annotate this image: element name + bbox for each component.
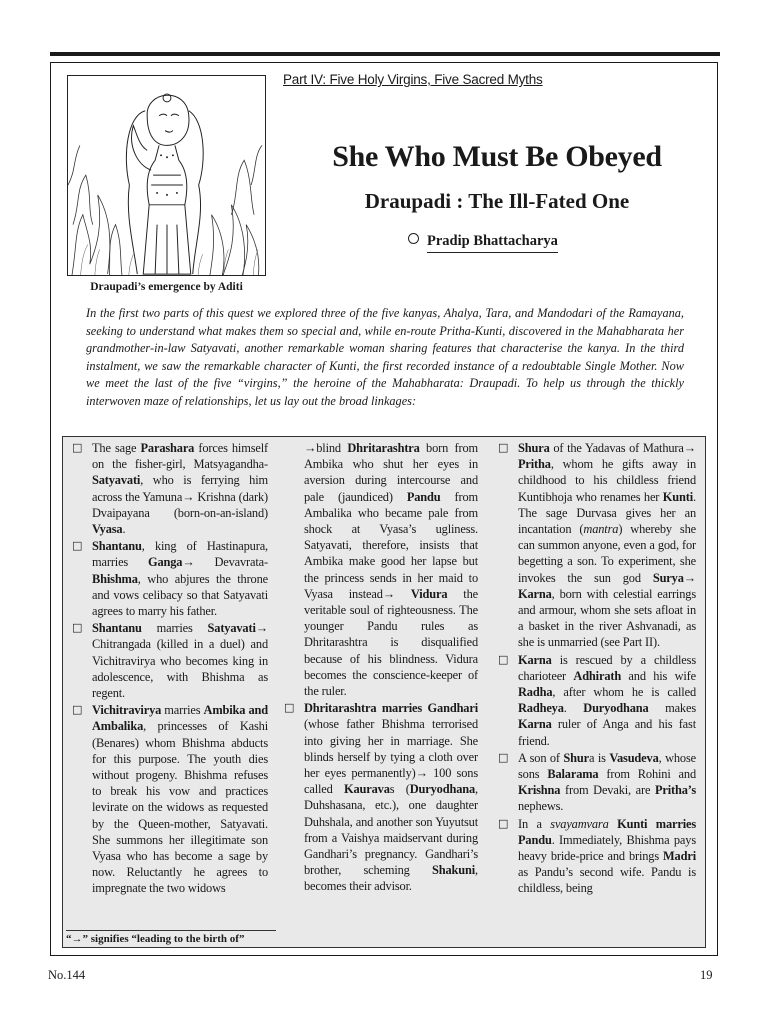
article-subtitle: Draupadi : The Ill-Fated One — [364, 189, 630, 213]
linkage-text: Shantanu marries Satyavati→ Chitrangada (killed in a duel) and Vichitravirya who becomes king in adolescence, with Bhishma as regent. — [92, 621, 268, 701]
linkage-entry — [72, 702, 268, 896]
square-bullet-icon: □ — [498, 652, 509, 666]
linkage-text: A son of Shura is Vasudeva, whose sons Balarama from Rohini and Krishna from Devaki, are Pritha’s nephews. — [518, 750, 696, 814]
series-part-label: Part IV: Five Holy Virgins, Five Sacred Myths — [283, 72, 543, 87]
linkage-entry — [284, 700, 478, 894]
square-bullet-icon: □ — [498, 441, 509, 454]
linkage-text: In a svayamvara Kunti marries Pandu. Immediately, Bhishma pays heavy bride-price and brings Madri as Pandu’s second wife. Pandu is childless, being — [518, 816, 697, 896]
linkage-entry — [72, 620, 268, 701]
linkage-text: Shura of the Yadavas of Mathura→ Pritha, whom he gifts away in childhood to his childless friend Kuntibhoja who renames her Kunti. The sage Durvasa gives her an incantation (mantra) whereby she can summon anyone, even a god, for begetting a son. To experiment, she invokes the sun god Surya→ Karna, born with celestial earrings and armour, whom she sets afloat in a basket in the river Ashvanadi, as she is unmarried (see Part II). — [518, 441, 696, 650]
linkage-entry — [498, 750, 696, 815]
square-bullet-icon: □ — [498, 750, 509, 764]
linkage-text: →blind Dhritarashtra born from Ambika who shut her eyes in aversion during intercourse and pale (jaundiced) Pandu from Ambalika who became pale from shock at Vyasa’s ugliness. Satyavati, therefore, insists that Ambika make good her lapse but the princess sends in her maid to Vyasa instead→ Vidura the veritable soul of righteousness. The younger Pandu rules as Dhritarashtra is disqualified because of his blindness. Vidura becomes the conscience-keeper of the ruler. — [304, 441, 479, 699]
square-bullet-icon: □ — [498, 816, 509, 830]
linkage-text: The sage Parashara forces himself on the fisher-girl, Matsyagandha-Satyavati, who is ferrying him across the Yamuna→ Krishna (dark) Dvaipayana (born-on-an-island) Vyasa. — [92, 441, 268, 537]
circle-bullet-icon — [408, 233, 419, 244]
linkages-column-2 — [284, 440, 478, 896]
square-bullet-icon: □ — [72, 441, 83, 454]
linkage-entry — [72, 440, 268, 537]
linkage-text: Karna is rescued by a childless charioteer Adhirath and his wife Radha, after whom he is called Radheya. Duryodhana makes Karna ruler of Anga and his fast friend. — [518, 652, 696, 748]
author-byline — [408, 233, 558, 250]
page-number: 19 — [700, 968, 713, 982]
article-title: She Who Must Be Obeyed — [332, 140, 662, 173]
square-bullet-icon: □ — [72, 703, 83, 717]
author-name: Pradip Bhattacharya — [427, 233, 558, 253]
linkage-text: Vichitravirya marries Ambika and Ambalika, princesses of Kashi (Benares) whom Bhishma abducts for this purpose. The youth dies without progeny. Bhishma refuses to break his vow and practices levirate on the widows as requested by the Queen-mother, Satyavati. She summons her illegitimate son Vyasa who has become a sage by now. Reluctantly he agrees to impregnate the two widows — [92, 703, 268, 896]
square-bullet-icon: □ — [284, 701, 295, 715]
linkage-text: Shantanu, king of Hastinapura, marries Ganga→ Devavrata-Bhishma, who abjures the throne and vows celibacy so that Satyavati agrees to marry his father. — [92, 539, 268, 619]
linkage-entry — [498, 440, 696, 651]
linkage-entry — [72, 538, 268, 619]
intro-paragraph: In the first two parts of this quest we explored three of the five kanyas, Ahalya, Tara, and Mandodari of the Ramayana, seeking to understand what makes them so special and, while en-route Pritha-Kunti, discovered in the Mahabharata her grandmother-in-law Satyavati, another remarkable woman sharing features that characterise the kanya. In the third instalment, we saw the remarkable character of Kunti, the first recorded instance of a redoubtable Single Mother. Now we meet the last of the five “virgins,” the heroine of the Mahabharata: Draupadi. To help us through the thickly interwoven maze of relationships, let us lay out the broad linkages: — [86, 306, 684, 408]
linkage-entry — [498, 652, 696, 749]
draupadi-fire-illustration-icon — [67, 75, 266, 297]
linkage-text: Dhritarashtra marries Gandhari (whose father Bhishma terrorised into giving her in marriage. She blinds herself by tying a cloth over her eyes permanently)→ 100 sons called Kauravas (Duryodhana, Duhshasana, etc.), one daughter Duhshala, and another son Yuyutsut from a Vaishya maidservant during Gandhari’s pregnancy. Gandhari’s brother, scheming Shakuni, becomes their advisor. — [304, 701, 478, 894]
arrow-legend-note: “→” signifies “leading to the birth of” — [66, 930, 276, 945]
linkage-entry — [284, 440, 478, 699]
square-bullet-icon: □ — [72, 539, 83, 553]
issue-number: No.144 — [48, 968, 86, 982]
linkage-entry — [498, 816, 696, 897]
linkages-column-3 — [498, 440, 696, 898]
linkages-column-1 — [72, 440, 268, 898]
top-rule — [50, 52, 720, 56]
square-bullet-icon: □ — [72, 621, 83, 635]
illustration-caption: Draupadi’s emergence by Aditi — [67, 275, 266, 299]
